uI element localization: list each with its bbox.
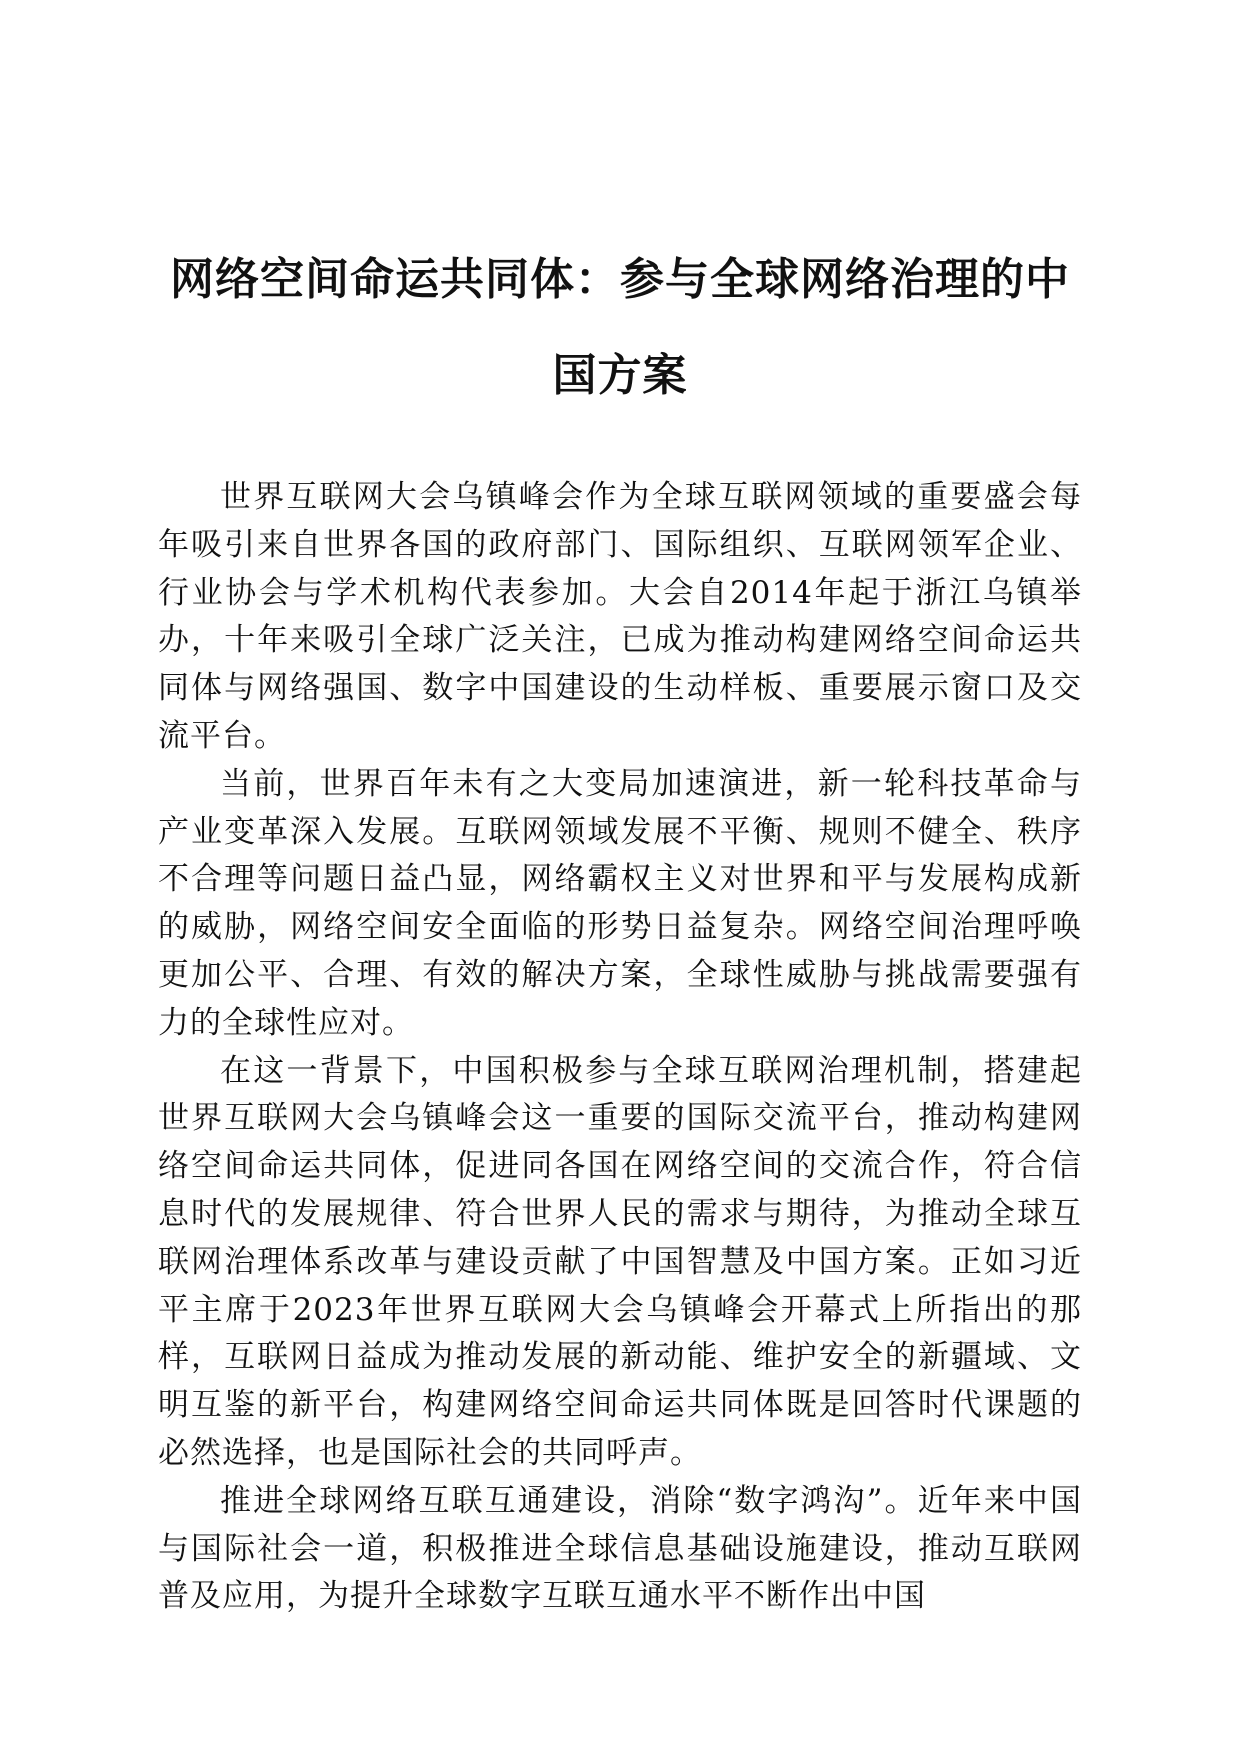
paragraph-2: 当前，世界百年未有之大变局加速演进，新一轮科技革命与产业变革深入发展。互联网领域发展不平衡、规则不健全、秩序不合理等问题日益凸显，网络霸权主义对世界和平与发展构成新的威胁，网络空间安全面临的形势日益复杂。网络空间治理呼唤更加公平、合理、有效的解决方案，全球性威胁与挑战需要强有力的全球性应对。 xyxy=(158,765,1082,1041)
paragraph-3: 在这一背景下，中国积极参与全球互联网治理机制，搭建起世界互联网大会乌镇峰会这一重要的国际交流平台，推动构建网络空间命运共同体，促进同各国在网络空间的交流合作，符合信息时代的发展规律、符合世界人民的需求与期待，为推动全球互联网治理体系改革与建设贡献了中国智慧及中国方案。正如习近平主席于2023年世界互联网大会乌镇峰会开幕式上所指出的那样，互联网日益成为推动发展的新动能、维护安全的新疆域、文明互鉴的新平台，构建网络空间命运共同体既是回答时代课题的必然选择，也是国际社会的共同呼声。 xyxy=(158,1052,1082,1471)
paragraph-1: 世界互联网大会乌镇峰会作为全球互联网领域的重要盛会每年吸引来自世界各国的政府部门、国际组织、互联网领军企业、行业协会与学术机构代表参加。大会自2014年起于浙江乌镇举办，十年来吸引全球广泛关注，已成为推动构建网络空间命运共同体与网络强国、数字中国建设的生动样板、重要展示窗口及交流平台。 xyxy=(158,479,1082,754)
document-body xyxy=(158,474,1082,1621)
title-line-1: 网络空间命运共同体：参与全球网络治理的中 xyxy=(170,254,1070,305)
paragraph-4: 推进全球网络互联互通建设，消除“数字鸿沟”。近年来中国与国际社会一道，积极推进全球信息基础设施建设，推动互联网普及应用，为提升全球数字互联互通水平不断作出中国 xyxy=(158,1482,1082,1615)
title-line-2: 国方案 xyxy=(552,350,688,401)
document-title xyxy=(150,232,1090,424)
